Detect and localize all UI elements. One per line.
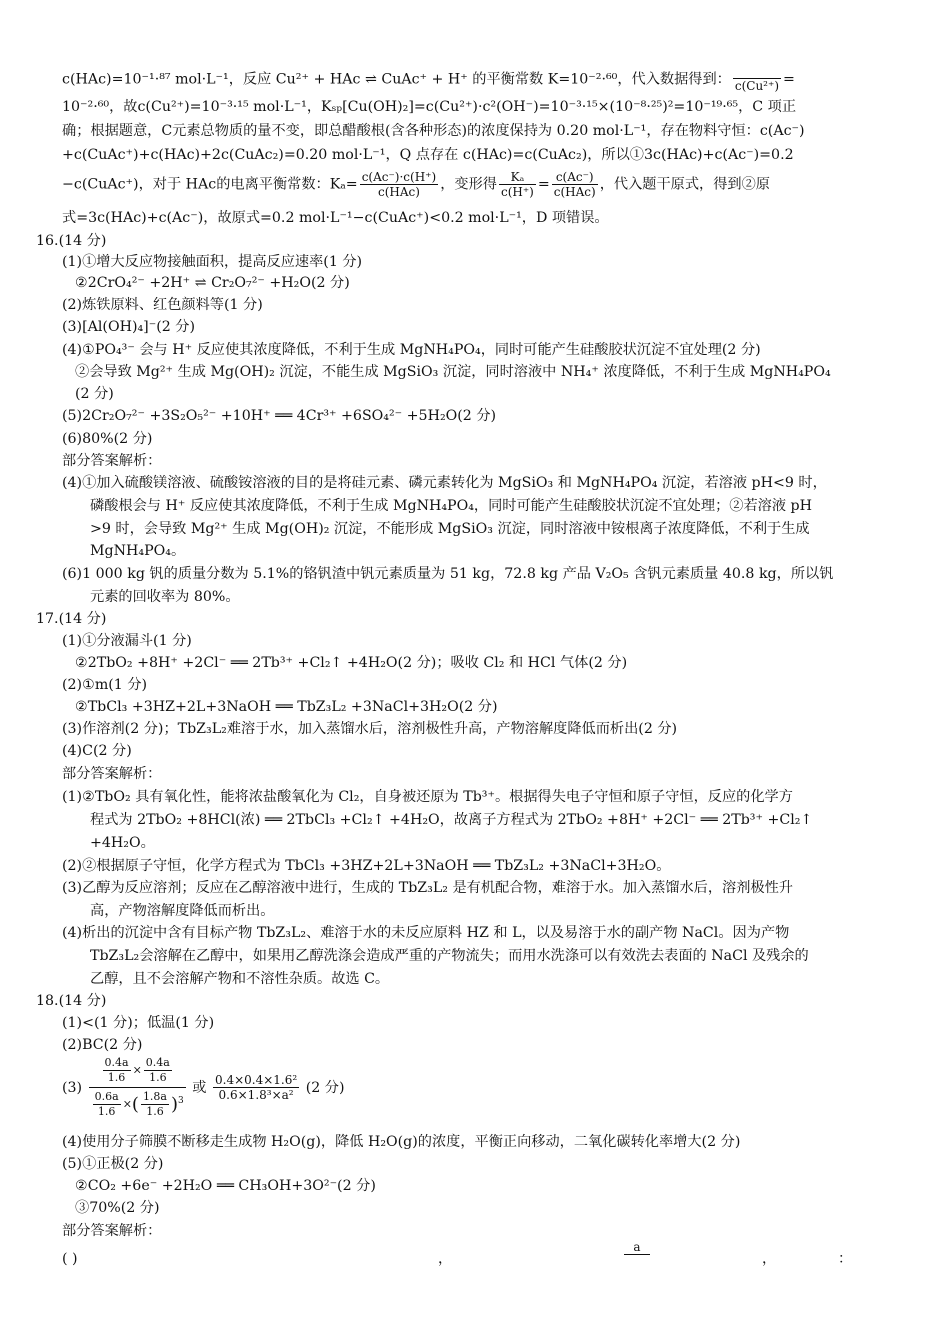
cutoff-comma-2: ，: [762, 1251, 777, 1267]
q16-parse-4-line4: MgNH₄PO₄。: [90, 543, 186, 559]
q16-answer-2: (2)炼铁原料、红色颜料等(1 分): [62, 297, 263, 313]
fraction: [93, 1090, 121, 1119]
fraction-numerator: [89, 1056, 186, 1088]
q16-answer-1b: ②2CrO₄²⁻ +2H⁺ ⇌ Cr₂O₇²⁻ +H₂O(2 分): [75, 275, 350, 291]
q17-parse-3-line1: (3)乙醇为反应溶剂；反应在乙醇溶液中进行，生成的 TbZ₃L₂ 是有机配合物，难溶于水。加入蒸馏水后，溶剂极性升: [62, 880, 793, 896]
fraction-denominator: 0.6×1.8³×a²: [218, 1088, 294, 1102]
q16-parse-4-line2: 磷酸根会与 H⁺ 反应使其浓度降低，不利于生成 MgNH₄PO₄，同时可能产生硅酸胶状沉淀不宜处理；②若溶液 pH: [90, 498, 812, 514]
q17-answer-1: (1)①分液漏斗(1 分): [62, 633, 192, 649]
fraction-ka: [360, 170, 439, 199]
text-span: =: [537, 176, 550, 193]
text-span: ，代入题干原式，得到②原: [599, 176, 770, 193]
text-span: −c(CuAc⁺)，对于 HAc的电离平衡常数：Kₐ=: [62, 176, 358, 193]
fraction-denominator: c(HAc): [553, 185, 596, 199]
sec15-line1: [62, 66, 795, 93]
fraction-denominator: 1.6: [107, 1071, 126, 1084]
fraction: [103, 1056, 131, 1085]
q18-answer-5b: ②CO₂ +6e⁻ +2H₂O ══ CH₃OH+3O²⁻(2 分): [75, 1178, 376, 1194]
fraction-denominator: c(H⁺): [500, 185, 534, 199]
text-span: ，变形得: [440, 176, 497, 193]
q16-parse-heading: 部分答案解析：: [62, 453, 162, 469]
cutoff-fraction: a: [624, 1240, 650, 1255]
q18-heading: 18.(14 分): [36, 993, 107, 1009]
q16-parse-6-line1: (6)1 000 kg 钒的质量分数为 5.1%的铬钒渣中钒元素质量为 51 kg，72.8 kg 产品 V₂O₅ 含钒元素质量 40.8 kg，所以钒: [62, 566, 834, 582]
text-or: 或: [192, 1079, 207, 1096]
score-note: (2 分): [305, 1079, 345, 1096]
fraction-ac-over-hac: [552, 170, 598, 199]
exponent: 3: [178, 1095, 184, 1106]
fraction: [141, 1090, 169, 1119]
fraction-numerator: 0.4×0.4×1.6²: [215, 1073, 298, 1087]
q17-answer-3: (3)作溶剂(2 分)；TbZ₃L₂难溶于水，加入蒸馏水后，溶剂极性升高，产物溶解度降低而析出(2 分): [62, 721, 678, 737]
fraction: [144, 1056, 172, 1085]
fraction: [733, 66, 781, 93]
q17-answer-1b: ②2TbO₂ +8H⁺ +2Cl⁻ ══ 2Tb³⁺ +Cl₂↑ +4H₂O(2 分)；吸收 Cl₂ 和 HCl 气体(2 分): [75, 655, 628, 671]
fraction-denominator: c(Cu²⁺): [734, 79, 779, 93]
q16-heading: 16.(14 分): [36, 233, 107, 249]
fraction-numerator: Kₐ: [499, 170, 536, 185]
fraction-ka-over-h: [499, 170, 536, 199]
q18-answer-1: (1)<(1 分)；低温(1 分): [62, 1015, 215, 1031]
q18-parse-heading: 部分答案解析：: [62, 1223, 162, 1239]
q16-parse-4-line3: >9 时，会导致 Mg²⁺ 生成 Mg(OH)₂ 沉淀，不能形成 MgSiO₃ 沉淀，同时溶液中铵根离子浓度降低，不利于生成: [90, 521, 810, 537]
q17-answer-2: (2)①m(1 分): [62, 677, 148, 693]
q16-answer-1: (1)①增大反应物接触面积，提高反应速率(1 分): [62, 254, 363, 270]
fraction-numerator: 0.4a: [104, 1056, 129, 1069]
fraction-denominator: 1.6: [97, 1105, 116, 1118]
sec15-line5: [62, 170, 770, 199]
q17-parse-1-line3: +4H₂O。: [90, 835, 155, 851]
cutoff-comma: ，: [438, 1251, 453, 1267]
cutoff-colon: ：: [838, 1251, 853, 1267]
q17-answer-4: (4)C(2 分): [62, 743, 132, 759]
fraction-denominator: c(HAc): [377, 185, 420, 199]
q18-answer-5: (5)①正极(2 分): [62, 1156, 164, 1172]
text-span: =: [783, 71, 795, 88]
q17-answer-2b: ②TbCl₃ +3HZ+2L+3NaOH ══ TbZ₃L₂ +3NaCl+3H₂O(2 分): [75, 699, 498, 715]
q17-parse-2: (2)②根据原子守恒，化学方程式为 TbCl₃ +3HZ+2L+3NaOH ══ TbZ₃L₂ +3NaCl+3H₂O。: [62, 858, 671, 874]
fraction-denominator: 1.6: [149, 1071, 167, 1084]
text-span: c(HAc)=10⁻¹·⁸⁷ mol·L⁻¹，反应 Cu²⁺ + HAc ⇌ CuAc⁺ + H⁺ 的平衡常数 K=10⁻²·⁶⁰，代入数据得到：: [62, 71, 731, 88]
q17-parse-1-line1: (1)②TbO₂ 具有氧化性，能将浓盐酸氧化为 Cl₂，自身被还原为 Tb³⁺。根据得失电子守恒和原子守恒，反应的化学方: [62, 789, 793, 805]
q16-answer-3: (3)[Al(OH)₄]⁻(2 分): [62, 319, 195, 335]
sec15-line6: 式=3c(HAc)+c(Ac⁻)，故原式=0.2 mol·L⁻¹−c(CuAc⁺)<0.2 mol·L⁻¹，D 项错误。: [62, 210, 609, 226]
q16-answer-4c: (2 分): [75, 386, 114, 402]
q17-heading: 17.(14 分): [36, 611, 107, 627]
q17-parse-1-line2: 程式为 2TbO₂ +8HCl(浓) ══ 2TbCl₃ +Cl₂↑ +4H₂O，故离子方程式为 2TbO₂ +8H⁺ +2Cl⁻ ══ 2Tb³⁺ +Cl₂↑: [90, 812, 813, 828]
q16-answer-5: (5)2Cr₂O₇²⁻ +3S₂O₅²⁻ +10H⁺ ══ 4Cr³⁺ +6SO₄²⁻ +5H₂O(2 分): [62, 408, 497, 424]
q16-answer-6: (6)80%(2 分): [62, 431, 153, 447]
sec15-line2: 10⁻²·⁶⁰，故c(Cu²⁺)=10⁻³·¹⁵ mol·L⁻¹，Kₛₚ[Cu(OH)₂]=c(Cu²⁺)·c²(OH⁻)=10⁻³·¹⁵×(10⁻⁸·²⁵)²=10⁻¹⁹·⁶⁵，C 项正: [62, 99, 797, 115]
q16-answer-4: (4)①PO₄³⁻ 会与 H⁺ 反应使其浓度降低，不利于生成 MgNH₄PO₄，同时可能产生硅酸胶状沉淀不宜处理(2 分): [62, 342, 761, 358]
fraction-denominator: 1.6: [146, 1105, 164, 1118]
fraction-simplified: [213, 1073, 299, 1102]
q18-answer-5c: ③70%(2 分): [75, 1200, 160, 1216]
q17-parse-4-line2: TbZ₃L₂会溶解在乙醇中，如果用乙醇洗涤会造成严重的产物流失；而用水洗涤可以有效洗去表面的 NaCl 及残余的: [90, 948, 809, 964]
fraction-numerator: 0.6a: [94, 1090, 119, 1103]
sec15-line4: +c(CuAc⁺)+c(HAc)+2c(CuAc₂)=0.20 mol·L⁻¹，Q 点存在 c(HAc)=c(CuAc₂)，所以①3c(HAc)+c(Ac⁻)=0.2: [62, 147, 794, 163]
q16-answer-4b: ②会导致 Mg²⁺ 生成 Mg(OH)₂ 沉淀，不能生成 MgSiO₃ 沉淀，同时溶液中 NH₄⁺ 浓度降低，不利于生成 MgNH₄PO₄: [75, 364, 831, 380]
q17-parse-heading: 部分答案解析：: [62, 766, 162, 782]
q18-answer-4: (4)使用分子筛膜不断移走生成物 H₂O(g)，降低 H₂O(g)的浓度，平衡正向移动，二氧化碳转化率增大(2 分): [62, 1134, 741, 1150]
q17-parse-4-line1: (4)析出的沉淀中含有目标产物 TbZ₃L₂、难溶于水的未反应原料 HZ 和 L，以及易溶于水的副产物 NaCl。因为产物: [62, 925, 790, 941]
q18-answer-3: [62, 1056, 344, 1128]
equilibrium-constant-fraction: [89, 1056, 186, 1119]
q17-parse-3-line2: 高，产物溶解度降低而析出。: [90, 903, 275, 919]
fraction-numerator: c(Ac⁻): [552, 170, 598, 185]
q16-parse-4-line1: (4)①加入硫酸镁溶液、硫酸铵溶液的目的是将硅元素、磷元素转化为 MgSiO₃ 和 MgNH₄PO₄ 沉淀，若溶液 pH<9 时，: [62, 475, 827, 491]
multiply-sign: ×: [122, 1097, 132, 1111]
fraction-numerator: 1.8a: [142, 1090, 167, 1103]
multiply-sign: ×: [132, 1063, 142, 1077]
answer-label: (3): [62, 1079, 83, 1096]
sec15-line3: 确；根据题意，C元素总物质的量不变，即总醋酸根(含各种形态)的浓度保持为 0.20 mol·L⁻¹，存在物料守恒：c(Ac⁻): [62, 123, 805, 139]
fraction-numerator: 0.4a: [145, 1056, 170, 1069]
q17-parse-4-line3: 乙醇，且不会溶解产物和不溶性杂质。故选 C。: [90, 971, 390, 987]
cutoff-paren: ( ): [62, 1251, 78, 1267]
q18-answer-2: (2)BC(2 分): [62, 1037, 143, 1053]
fraction-numerator: c(Ac⁻)·c(H⁺): [361, 170, 437, 184]
q16-parse-6-line2: 元素的回收率为 80%。: [90, 589, 240, 605]
fraction-denominator: $\frac{0.6a}{1.6}$ ×( $\frac{1.8a}{1.6}$ )$^3$: [94, 1090, 184, 1118]
